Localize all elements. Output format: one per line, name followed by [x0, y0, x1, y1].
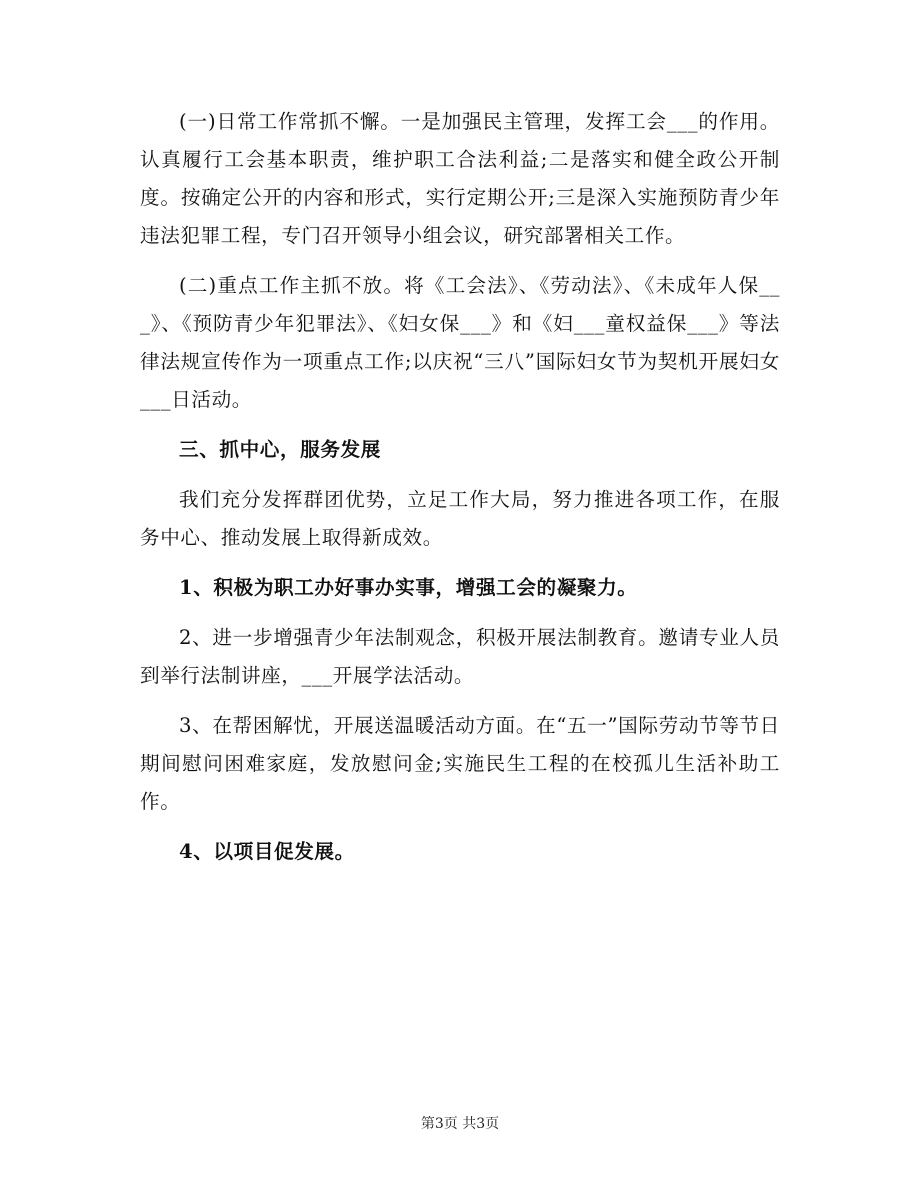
list-item-1: 1、积极为职工办好事办实事，增强工会的凝聚力。 [179, 576, 638, 599]
paragraph-daily-work: (一)日常工作常抓不懈。一是加强民主管理，发挥工会___的作用。认真履行工会基本职责，维护职工合法利益;二是落实和健全政公开制度。按确定公开的内容和形式，实行定期公开;三是深入实施预防青少年违法犯罪工程，专门召开领导小组会议，研究部署相关工作。 [140, 110, 780, 247]
paragraph-key-work: (二)重点工作主抓不放。将《工会法》、《劳动法》、《未成年人保___》、《预防青少年犯罪法》、《妇女保___》和《妇___童权益保___》等法律法规宣传作为一项重点工作;以庆祝“三八”国际妇女节为契机开展妇女___日活动。 [140, 274, 780, 411]
list-item-2: 2、进一步增强青少年法制观念，积极开展法制教育。邀请专业人员到举行法制讲座，___开展学法活动。 [140, 626, 780, 687]
section-heading-three: 三、抓中心，服务发展 [179, 438, 381, 461]
list-item-3: 3、在帮困解忧，开展送温暖活动方面。在“五一”国际劳动节等节日期间慰问困难家庭，发放慰问金;实施民生工程的在校孤儿生活补助工作。 [140, 714, 780, 813]
paragraph-group-advantage: 我们充分发挥群团优势，立足工作大局，努力推进各项工作，在服务中心、推动发展上取得新成效。 [140, 488, 780, 549]
list-item-4: 4、以项目促发展。 [179, 840, 355, 863]
page-footer: 第3页 共3页 [420, 1116, 500, 1132]
document-body [140, 103, 780, 883]
